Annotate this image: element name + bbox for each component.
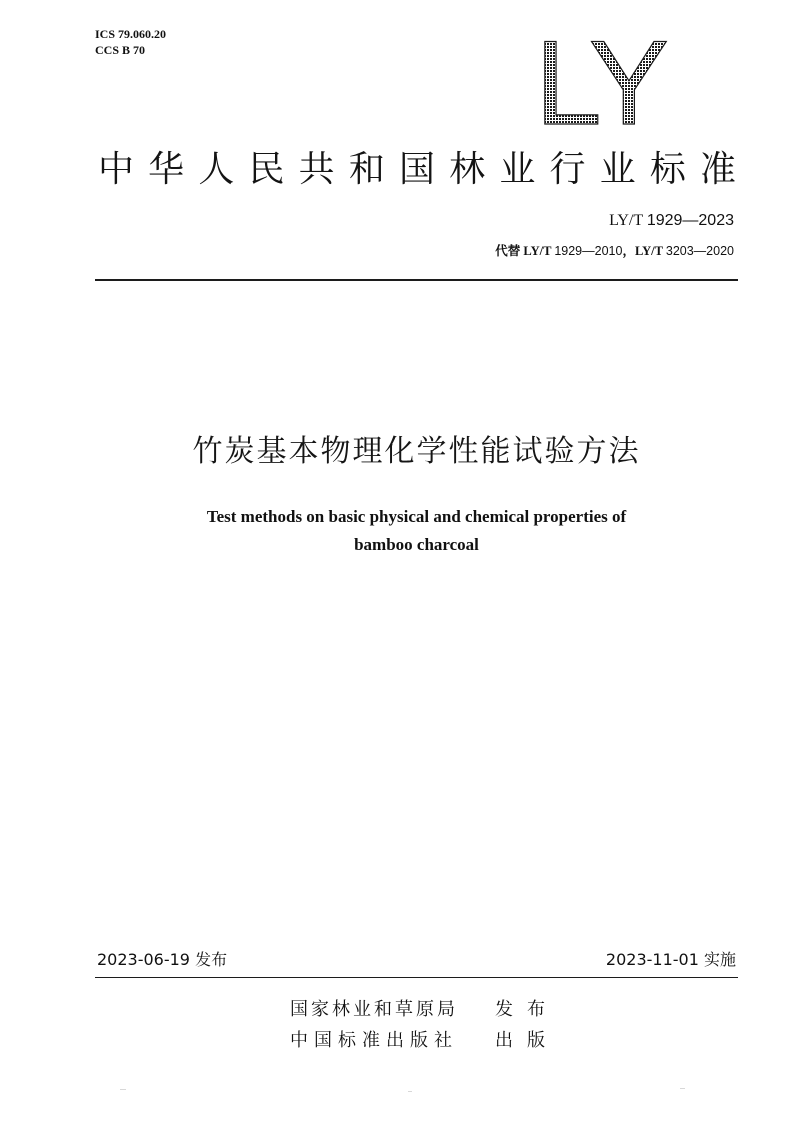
implement-date-block [606, 949, 736, 971]
ccs-code: CCS B 70 [95, 43, 146, 57]
logo-text: LY [535, 28, 665, 134]
standard-number [609, 211, 734, 231]
issue-date: 2023-06-19 [97, 950, 190, 969]
standard-number-prefix: LY/T [609, 212, 647, 229]
document-title-en [95, 503, 738, 559]
implement-date: 2023-11-01 [605, 950, 699, 969]
issuer-role: 发布 [495, 999, 559, 1020]
replaces-value-2: 3203—2020 [665, 244, 734, 258]
standard-category-title: 中华人民共和国林业行业标准 [98, 149, 738, 190]
top-divider [95, 279, 738, 281]
replaces-prefix: 代替 LY/T [495, 244, 555, 258]
scan-speck [120, 1089, 126, 1090]
press-row [290, 1028, 590, 1054]
replaces-separator: ，LY/T [622, 244, 666, 258]
replaces-value-1: 1929—2010 [554, 244, 623, 258]
issuer-row [290, 997, 590, 1023]
press-role: 出版 [495, 1030, 559, 1051]
document-title-cn: 竹炭基本物理化学性能试验方法 [192, 434, 641, 469]
ly-logo [535, 28, 685, 134]
issue-date-block [97, 949, 227, 971]
document-title-en-line2: bamboo charcoal [354, 535, 479, 554]
document-title-en-line1: Test methods on basic physical and chemical properties of [206, 507, 627, 526]
classification-codes [95, 26, 166, 58]
ics-code: ICS 79.060.20 [95, 27, 167, 41]
scan-speck [680, 1088, 685, 1089]
ly-logo-graphic [535, 28, 685, 134]
issue-label: 发布 [195, 950, 228, 969]
standard-number-value: 1929—2023 [646, 212, 734, 229]
replaces-line [495, 243, 734, 259]
implement-label: 实施 [703, 950, 736, 969]
issuer-name: 国家林业和草原局 [290, 999, 458, 1020]
bottom-divider [95, 977, 738, 978]
press-name: 中国标准出版社 [290, 1030, 458, 1051]
scan-speck [408, 1091, 412, 1092]
